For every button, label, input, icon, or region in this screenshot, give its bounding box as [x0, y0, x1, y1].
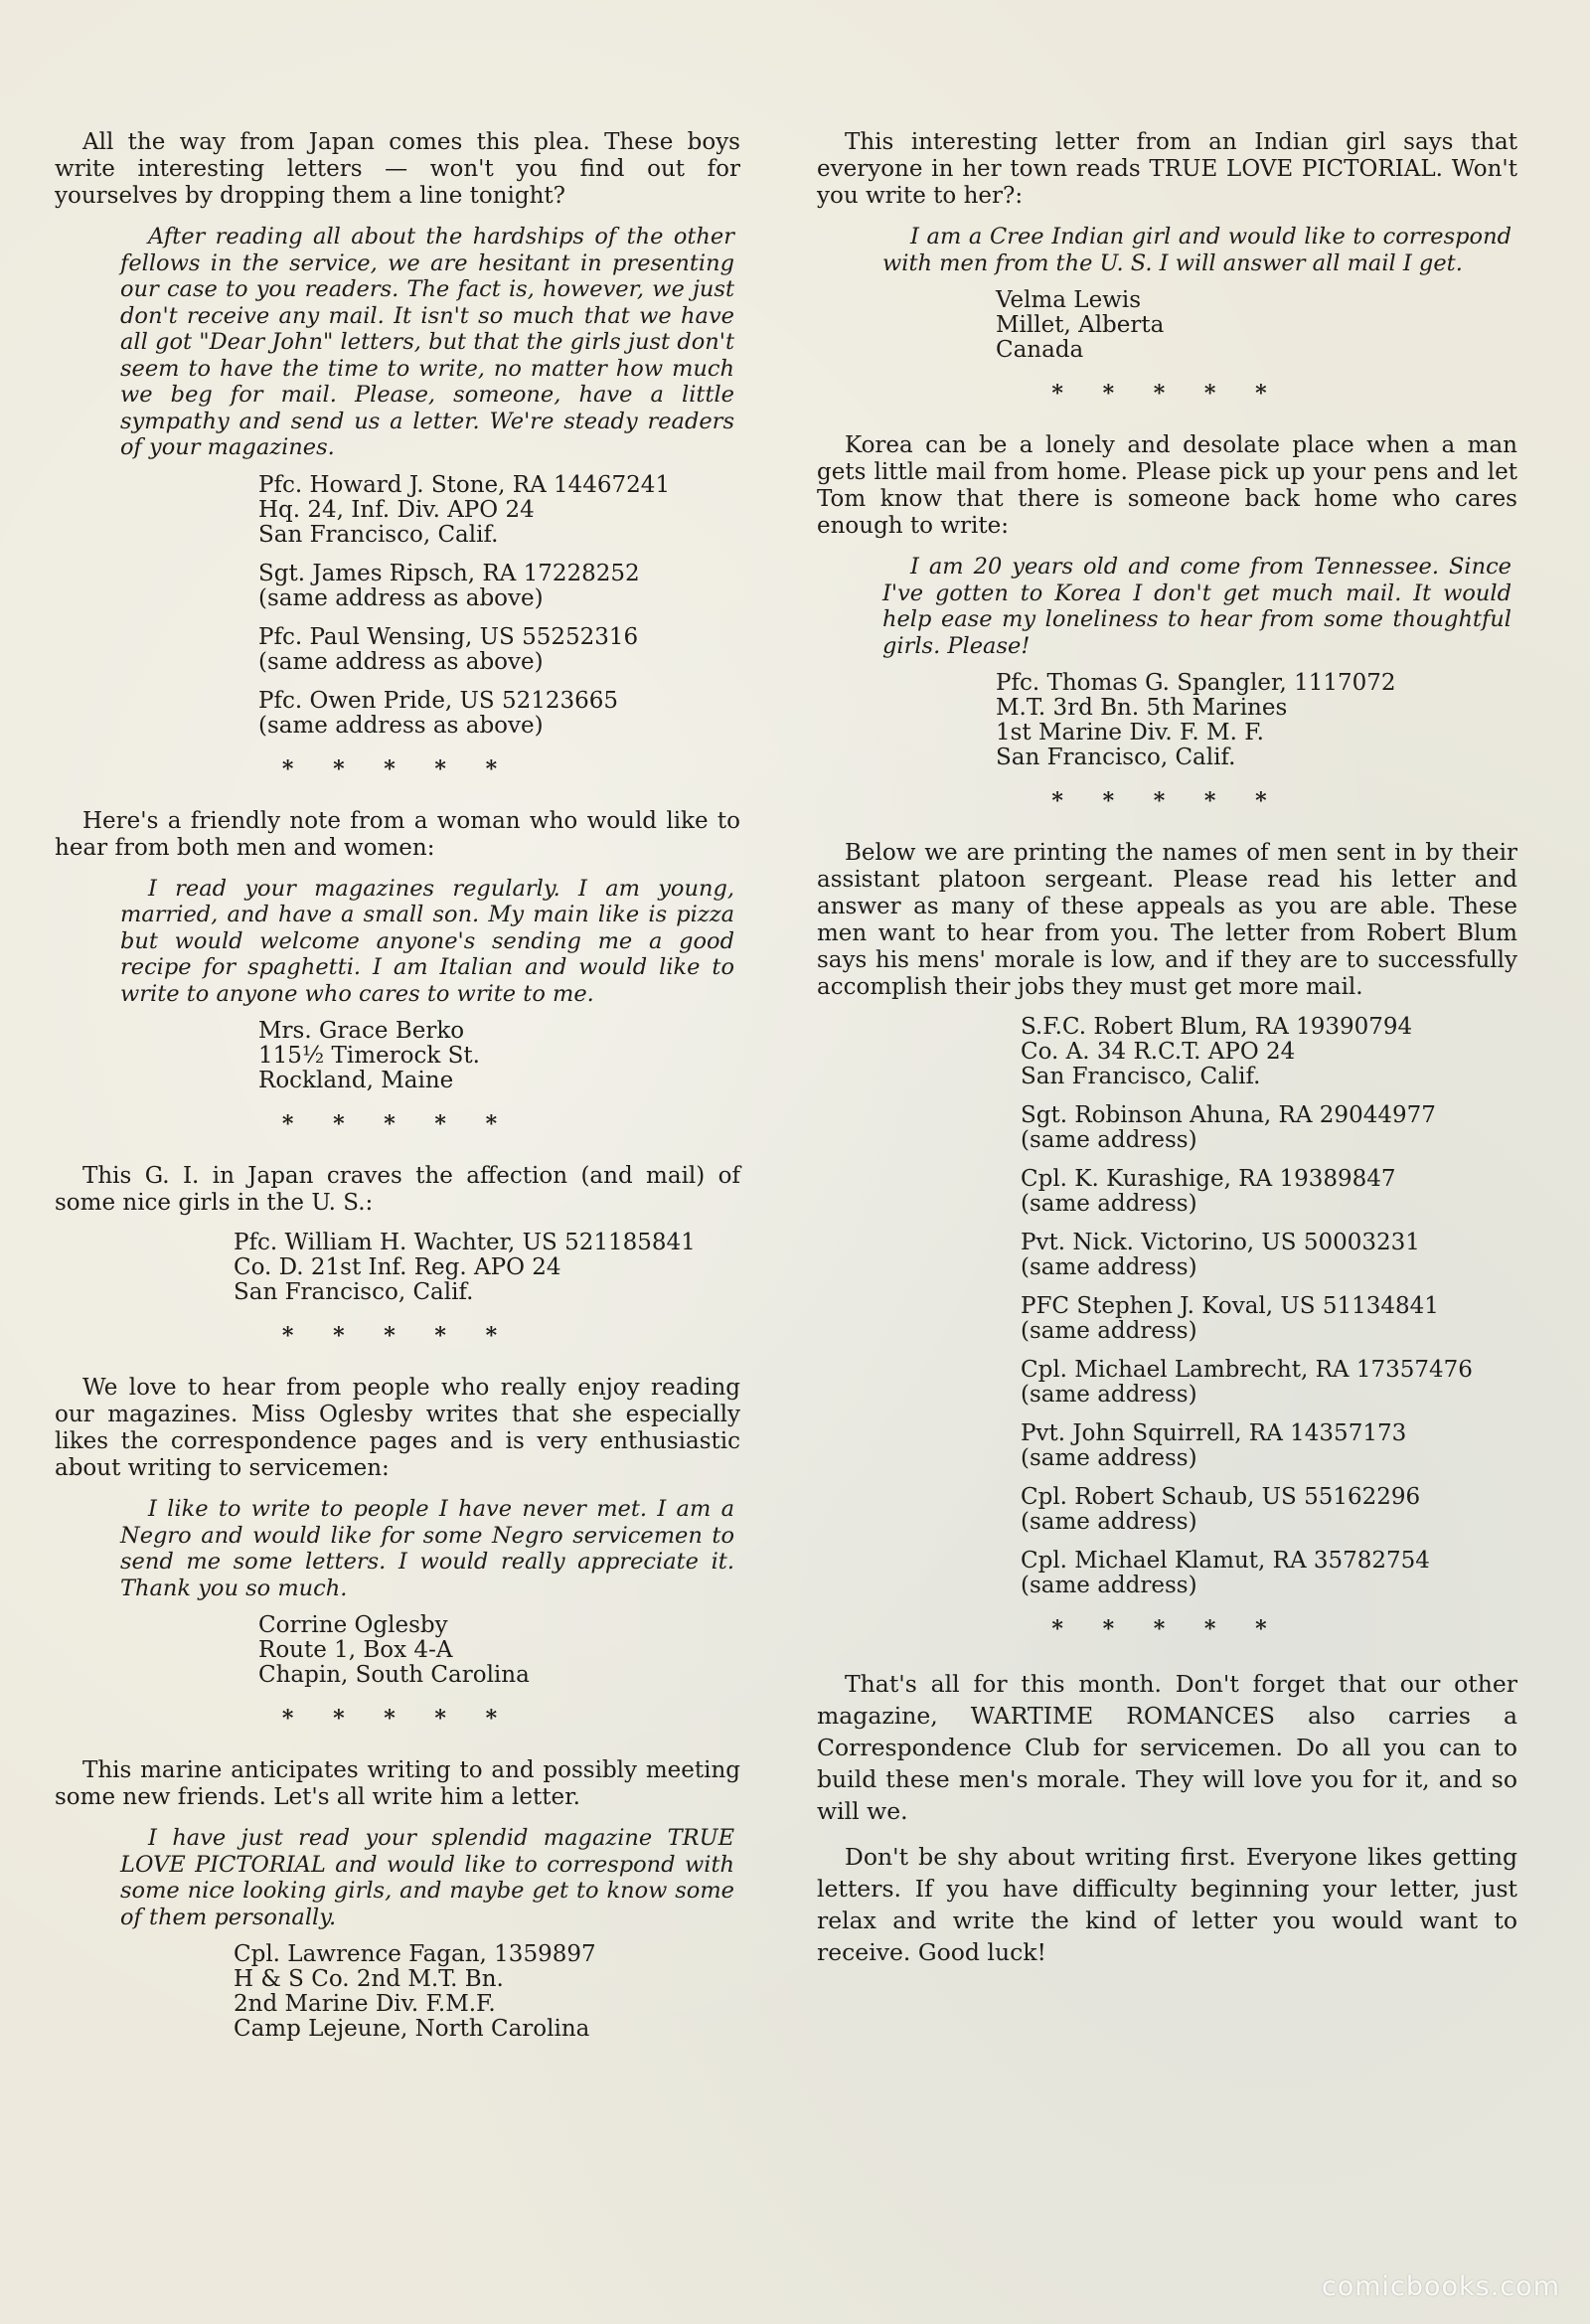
intro-text: All the way from Japan comes this plea. These boys write interesting letters — won't you find out for yourselves by dropping them a line tonight? [55, 129, 740, 209]
address-line: Millet, Alberta [996, 312, 1165, 338]
letter-excerpt: After reading all about the hardships of the other fellows in the service, we are hesitant in presenting our case to you readers. The fact is, however, we just don't receive any mail. It isn't so much that we have all got "Dear John" letters, but that the girls just don't seem to have the time to write, no matter how much we beg for mail. Please, someone, have a little sympathy and send us a letter. We're steady readers of your magazines. [120, 224, 734, 460]
address-block [817, 1103, 1517, 1153]
address-line: Mrs. Grace Berko [258, 1018, 465, 1044]
intro-text: We love to hear from people who really enjoy reading our magazines. Miss Oglesby writes that she especially likes the correspondence pages and is very enthusiastic about writing to servicemen: [55, 1375, 740, 1481]
section-separator: * * * * * [1051, 381, 1283, 407]
address-line: Pfc. Owen Pride, US 52123665 [258, 687, 619, 714]
address-line: (same address as above) [258, 584, 544, 611]
address-line: Cpl. K. Kurashige, RA 19389847 [1021, 1166, 1396, 1192]
right-column [817, 129, 1517, 1982]
address-line: Pvt. John Squirrell, RA 14357173 [1021, 1420, 1407, 1446]
section-separator: * * * * * [281, 1706, 514, 1732]
address-line: Corrine Oglesby [258, 1612, 448, 1638]
address-line: Pfc. Howard J. Stone, RA 14467241 [258, 471, 671, 498]
address-block [55, 473, 740, 548]
address-line: (same address as above) [258, 712, 544, 739]
address-line: 115½ Timerock St. [258, 1043, 480, 1069]
address-line: Pfc. William H. Wachter, US 521185841 [234, 1230, 696, 1255]
section-separator: * * * * * [1051, 788, 1283, 814]
address-block [817, 1231, 1517, 1280]
address-block [817, 671, 1517, 770]
address-block [55, 1231, 740, 1305]
address-block [817, 1294, 1517, 1344]
address-line: Chapin, South Carolina [258, 1662, 530, 1688]
address-line: San Francisco, Calif. [1021, 1064, 1261, 1089]
address-block [817, 1167, 1517, 1217]
intro-text: This G. I. in Japan craves the affection (and mail) of some nice girls in the U. S.: [55, 1163, 740, 1216]
address-line: Cpl. Michael Klamut, RA 35782754 [1021, 1548, 1430, 1574]
address-line: (same address) [1021, 1127, 1197, 1153]
intro-text: Below we are printing the names of men sent in by their assistant platoon sergeant. Please read his letter and answer as many of these appeals as you are able. These men want to hear from you. The letter from Robert Blum says his mens' morale is low, and if they are to successfully accomplish their jobs they must get more mail. [817, 840, 1517, 1000]
address-line: Co. A. 34 R.C.T. APO 24 [1021, 1039, 1296, 1065]
address-block [817, 1485, 1517, 1535]
address-line: Pfc. Paul Wensing, US 55252316 [258, 623, 639, 650]
section-separator: * * * * * [1051, 1616, 1283, 1642]
address-line: H & S Co. 2nd M.T. Bn. [234, 1966, 504, 1992]
address-block [55, 1942, 740, 2042]
address-line: San Francisco, Calif. [258, 521, 499, 548]
address-line: Cpl. Lawrence Fagan, 1359897 [234, 1941, 596, 1967]
address-line: San Francisco, Calif. [996, 745, 1236, 770]
section-separator: * * * * * [281, 1111, 514, 1137]
address-block [55, 689, 740, 739]
left-column [55, 129, 740, 2056]
address-line: S.F.C. Robert Blum, RA 19390794 [1021, 1014, 1413, 1040]
address-line: (same address) [1021, 1254, 1197, 1280]
address-block [817, 1549, 1517, 1598]
intro-text: This marine anticipates writing to and possibly meeting some new friends. Let's all write him a letter. [55, 1757, 740, 1810]
address-line: Hq. 24, Inf. Div. APO 24 [258, 496, 535, 523]
address-block [817, 1015, 1517, 1089]
address-line: Sgt. Robinson Ahuna, RA 29044977 [1021, 1102, 1436, 1128]
intro-text: Here's a friendly note from a woman who would like to hear from both men and women: [55, 807, 740, 861]
letter-excerpt: I am 20 years old and come from Tennessee. Since I've gotten to Korea I don't get much mail. It would help ease my loneliness to hear from some thoughtful girls. Please! [882, 554, 1511, 659]
address-line: Cpl. Robert Schaub, US 55162296 [1021, 1484, 1421, 1510]
address-line: (same address) [1021, 1382, 1197, 1408]
address-line: Cpl. Michael Lambrecht, RA 17357476 [1021, 1357, 1473, 1383]
address-line: Pvt. Nick. Victorino, US 50003231 [1021, 1230, 1420, 1255]
address-block [817, 1421, 1517, 1471]
address-line: (same address) [1021, 1573, 1197, 1598]
address-line: (same address) [1021, 1445, 1197, 1471]
address-line: 1st Marine Div. F. M. F. [996, 720, 1264, 746]
address-line: Sgt. James Ripsch, RA 17228252 [258, 560, 640, 586]
address-line: (same address) [1021, 1191, 1197, 1217]
address-line: 2nd Marine Div. F.M.F. [234, 1991, 496, 2017]
letter-excerpt: I like to write to people I have never met. I am a Negro and would like for some Negro servicemen to send me some letters. I would really appreciate it. Thank you so much. [120, 1496, 734, 1601]
intro-text: Korea can be a lonely and desolate place when a man gets little mail from home. Please pick up your pens and let Tom know that there is someone back home who cares enough to write: [817, 432, 1517, 539]
address-line: Pfc. Thomas G. Spangler, 1117072 [996, 670, 1396, 696]
letter-excerpt: I read your magazines regularly. I am young, married, and have a small son. My main like is pizza but would welcome anyone's sending me a good recipe for spaghetti. I am Italian and would like to write to anyone who cares to write to me. [120, 875, 734, 1007]
address-line: Route 1, Box 4-A [258, 1637, 453, 1663]
address-line: PFC Stephen J. Koval, US 51134841 [1021, 1293, 1439, 1319]
address-line: San Francisco, Calif. [234, 1279, 474, 1305]
address-block [55, 1613, 740, 1688]
address-line: Rockland, Maine [258, 1068, 454, 1093]
address-line: (same address) [1021, 1509, 1197, 1535]
address-line: Velma Lewis [996, 287, 1142, 313]
closing-paragraph: Don't be shy about writing first. Everyone likes getting letters. If you have difficulty beginning your letter, just relax and write the kind of letter you would want to receive. Good luck! [817, 1843, 1517, 1966]
address-block [55, 625, 740, 675]
address-line: (same address as above) [258, 648, 544, 675]
intro-text: This interesting letter from an Indian girl says that everyone in her town reads TRUE LOVE PICTORIAL. Won't you write to her?: [817, 129, 1517, 209]
address-block [55, 1019, 740, 1093]
site-watermark: comicbooks.com [1321, 2271, 1560, 2302]
address-block [817, 1358, 1517, 1408]
letter-excerpt: I am a Cree Indian girl and would like to correspond with men from the U. S. I will answer all mail I get. [882, 224, 1511, 276]
address-line: M.T. 3rd Bn. 5th Marines [996, 695, 1288, 721]
section-separator: * * * * * [281, 1323, 514, 1349]
address-line: Co. D. 21st Inf. Reg. APO 24 [234, 1254, 561, 1280]
address-line: Canada [996, 337, 1084, 363]
letter-excerpt: I have just read your splendid magazine TRUE LOVE PICTORIAL and would like to correspond with some nice looking girls, and maybe get to know some of them personally. [120, 1825, 734, 1930]
section-separator: * * * * * [281, 755, 514, 782]
address-block [817, 288, 1517, 363]
address-block [55, 562, 740, 611]
closing-paragraph: That's all for this month. Don't forget that our other magazine, WARTIME ROMANCES also carries a Correspondence Club for servicemen. Do all you can to build these men's morale. They will love you for it, and so will we. [817, 1670, 1517, 1825]
address-line: Camp Lejeune, North Carolina [234, 2016, 590, 2042]
address-line: (same address) [1021, 1318, 1197, 1344]
